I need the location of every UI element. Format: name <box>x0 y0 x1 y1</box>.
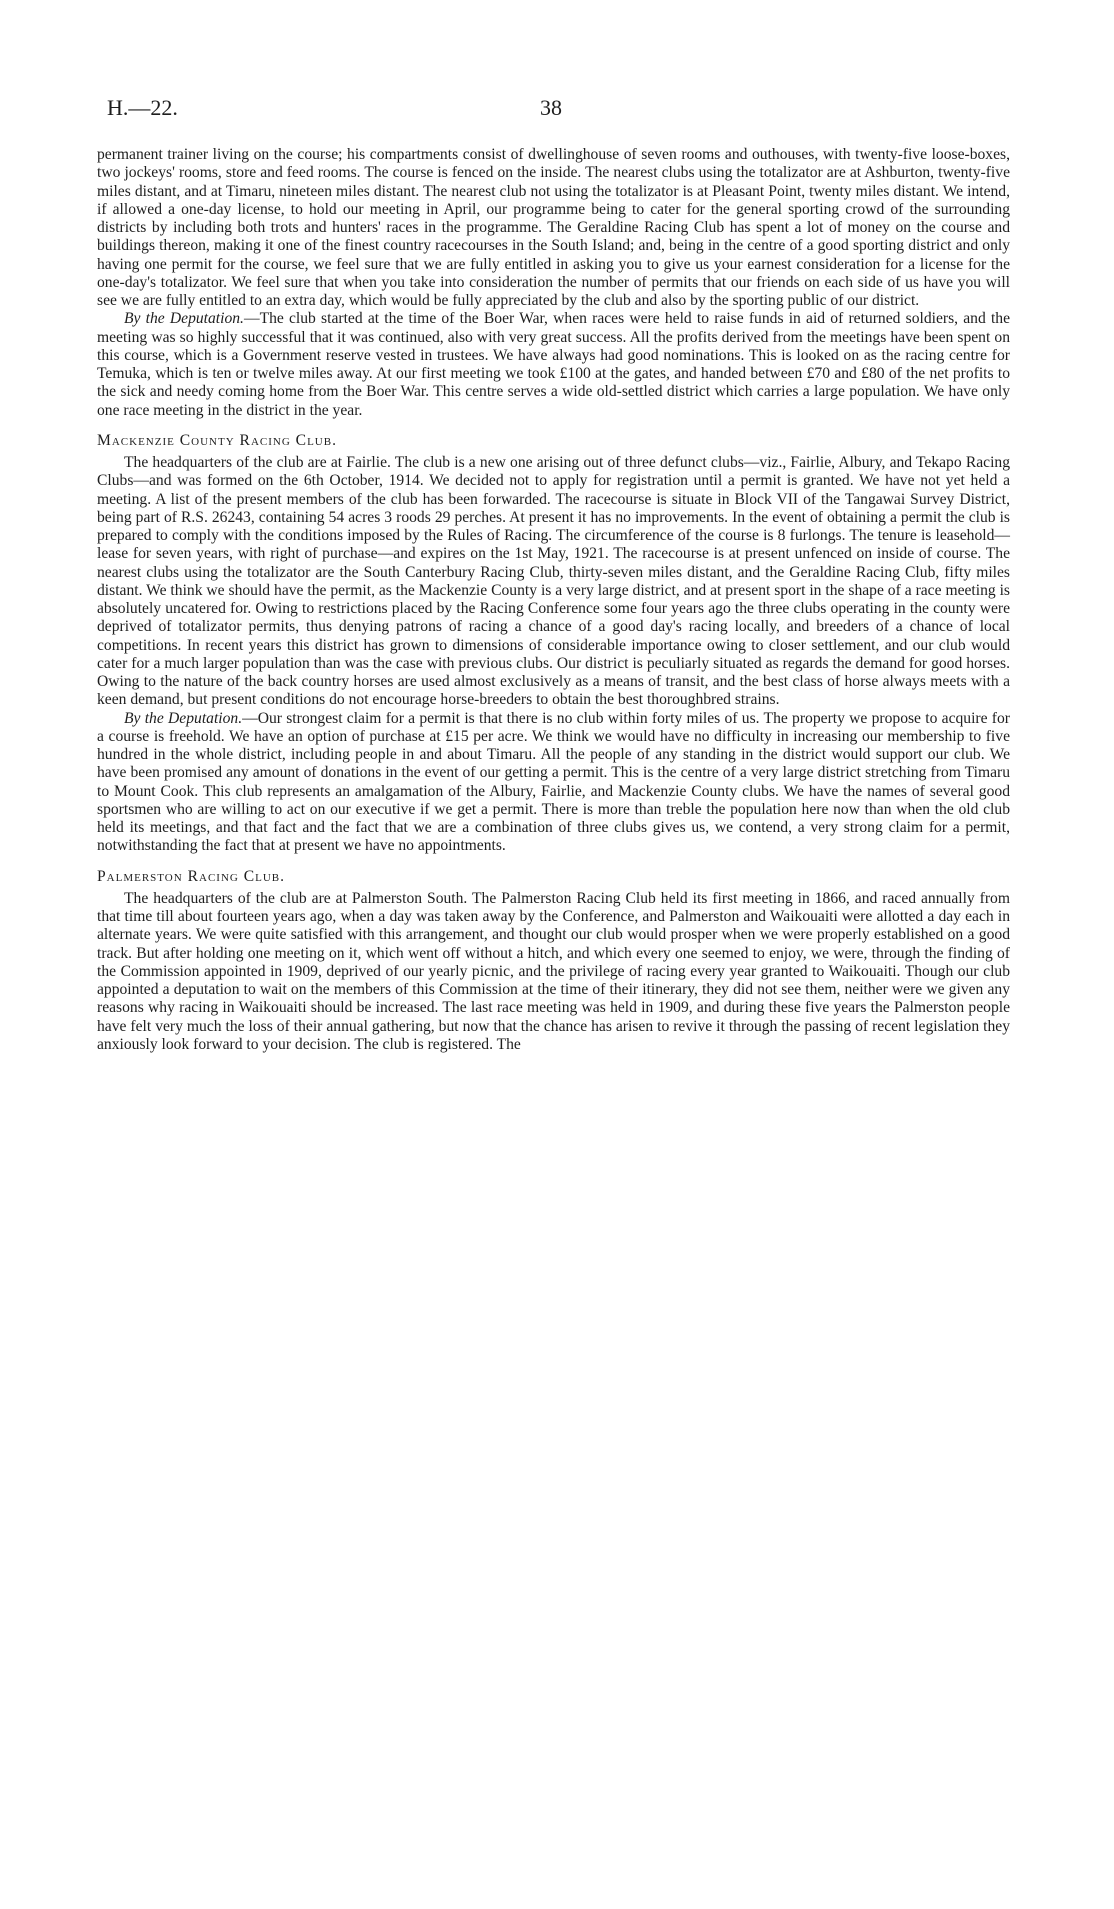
paragraph-lead: By the Deputation. <box>124 310 244 328</box>
paragraph <box>97 454 1010 710</box>
document-reference: H.—22. <box>107 95 178 120</box>
paragraph <box>97 310 1010 420</box>
paragraph <box>97 710 1010 856</box>
section-heading: Palmerston Racing Club. <box>97 867 286 885</box>
paragraph-text: The headquarters of the club are at Fairlie. The club is a new one arising out of three defunct clubs—viz., Fairlie, Albury, and Tekapo Racing Clubs—and was formed on the 6th October, 1914. We decided not to apply for registration until a permit is granted. We have not yet held a meeting. A list of the present members of the club has been forwarded. The racecourse is situate in Block VII of the Tangawai Survey District, being part of R.S. 26243, containing 54 acres 3 roods 29 perches. At present it has no improvements. In the event of obtaining a permit the club is prepared to comply with the conditions imposed by the Rules of Racing. The circumference of the course is 8 furlongs. The tenure is leasehold—lease for seven years, with right of purchase—and expires on the 1st May, 1921. The racecourse is at present unfenced on inside of course. The nearest clubs using the totalizator are the South Canterbury Racing Club, thirty-seven miles distant, and the Geraldine Racing Club, fifty miles distant. We think we should have the permit, as the Mackenzie County is a very large district, and at present sport in the shape of a race meeting is absolutely uncatered for. Owing to restrictions placed by the Racing Conference some four years ago the three clubs operating in the county were deprived of totalizator permits, thus denying patrons of racing a chance of a good day's racing locally, and breeders of a chance of local competitions. In recent years this district has grown to dimensions of considerable importance owing to closer settlement, and our club would cater for a much larger population than was the case with previous clubs. Our district is peculiarly situated as regards the demand for good horses. Owing to the nature of the back country horses are used almost exclusively as a means of transit, and the best class of horse always meets with a keen demand, but present conditions do not encourage horse-breeders to obtain the best thoroughbred strains. <box>97 454 1010 709</box>
paragraph <box>97 146 1010 310</box>
paragraph-text: The headquarters of the club are at Palmerston South. The Palmerston Racing Club held its first meeting in 1866, and raced annually from that time till about fourteen years ago, when a day was taken away by the Conference, and Palmerston and Waikouaiti were allotted a day each in alternate years. We were quite satisfied with this arrangement, and thought our club would prosper when we were properly established on a good track. But after holding one meeting on it, which went off without a hitch, and which every one seemed to enjoy, we were, through the finding of the Commission appointed in 1909, deprived of our yearly picnic, and the privilege of racing every year granted to Waikouaiti. Though our club appointed a deputation to wait on the members of this Commission at the time of their itinerary, they did not see them, neither were we given any reasons why racing in Waikouaiti should be increased. The last race meeting was held in 1909, and during these five years the Palmerston people have felt very much the loss of their annual gathering, but now that the chance has arisen to revive it through the passing of recent legislation they anxiously look forward to your decision. The club is registered. The <box>97 889 1010 1053</box>
section-heading: Mackenzie County Racing Club. <box>97 431 337 449</box>
body-text <box>97 146 1010 1054</box>
paragraph-text: permanent trainer living on the course; his compartments consist of dwellinghouse of seven rooms and outhouses, with twenty-five loose-boxes, two jockeys' rooms, store and feed rooms. The course is fenced on the inside. The nearest clubs using the totalizator are at Ashburton, twenty-five miles distant, and at Timaru, nineteen miles distant. The nearest club not using the totalizator is at Pleasant Point, twenty miles distant. We intend, if allowed a one-day license, to hold our meeting in April, our programme being to cater for the general sporting crowd of the surrounding districts by including both trots and hunters' races in the programme. The Geraldine Racing Club has spent a lot of money on the course and buildings thereon, making it one of the finest country racecourses in the South Island; and, being in the centre of a good sporting district and only having one permit for the course, we feel sure that we are fully entitled in asking you to give us your earnest consideration for a license for the one-day's totalizator. We feel sure that when you take into consideration the number of permits that our friends on each side of us have you will see we are fully entitled to an extra day, which would be fully appreciated by the club and also by the sporting public of our district. <box>97 146 1010 309</box>
paragraph-lead: By the Deputation. <box>124 709 243 727</box>
running-header <box>107 95 1007 123</box>
paragraph-text: —The club started at the time of the Boer War, when races were held to raise funds in aid of returned soldiers, and the meeting was so highly successful that it was continued, also with very great success. All the profits derived from the meetings have been spent on this course, which is a Government reserve vested in trustees. We have always had good nominations. This is looked on as the racing centre for Temuka, which is ten or twelve miles away. At our first meeting we took £100 at the gates, and handed between £70 and £80 of the net profits to the sick and needy coming home from the Boer War. This centre serves a wide old-settled district which carries a large population. We have only one race meeting in the district in the year. <box>97 310 1011 419</box>
paragraph <box>97 890 1010 1054</box>
page-number: 38 <box>540 95 562 120</box>
paragraph-text: —Our strongest claim for a permit is that there is no club within forty miles of us. The property we propose to acquire for a course is freehold. We have an option of purchase at £15 per acre. We think we would have no difficulty in increasing our membership to five hundred in the whole district, including people in and about Timaru. All the people of any standing in the district would support our club. We have been promised any amount of donations in the event of our getting a permit. This is the centre of a very large district stretching from Timaru to Mount Cook. This club represents an amalgamation of the Albury, Fairlie, and Mackenzie County clubs. We have the names of several good sportsmen who are willing to act on our executive if we get a permit. There is more than treble the population here now than when the old club held its meetings, and that fact and the fact that we are a combination of three clubs gives us, we contend, a very strong claim for a permit, notwithstanding the fact that at present we have no appointments. <box>97 709 1010 855</box>
